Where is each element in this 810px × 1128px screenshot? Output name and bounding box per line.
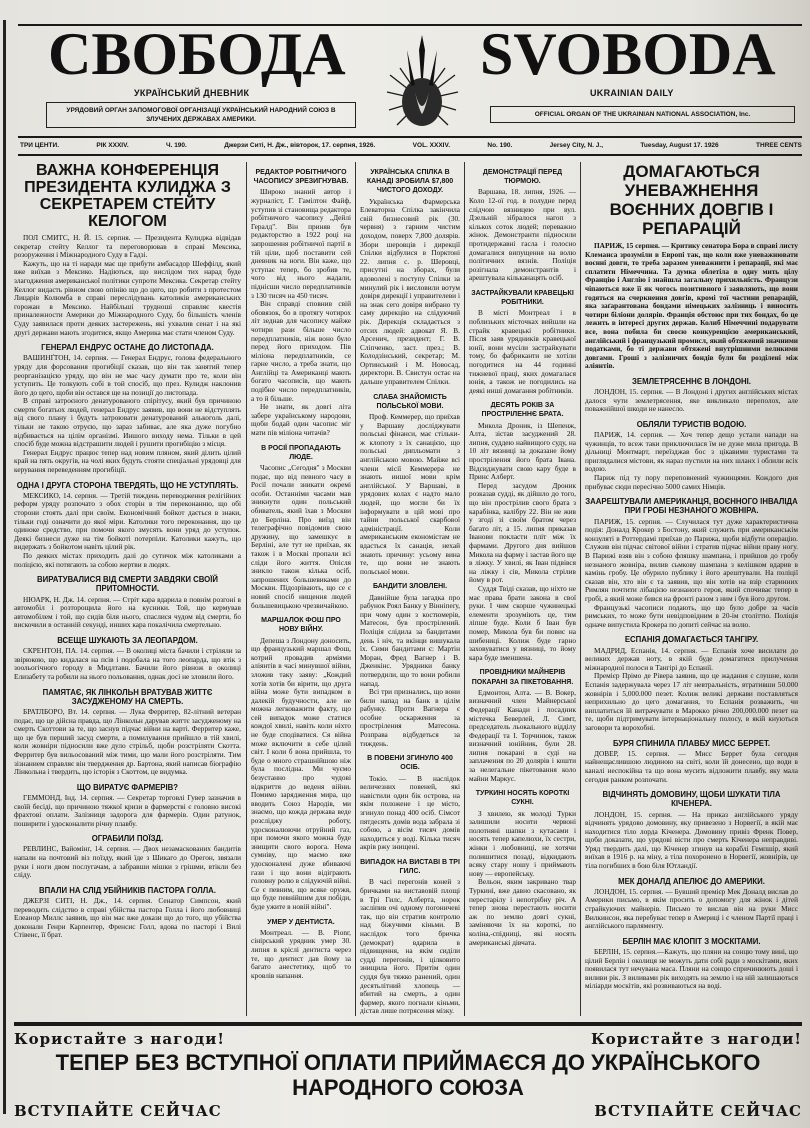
article-paragraph: ПАРИЖ, 15. серпня. — Случилася тут дуже характеристична подія: Доналд Крокер з Бостону, який служить при американськім конзуляті в Роттердамі приїхав до Парижа, щоби відбути операцію. Служив він підчас світової війни і стратив підчас війни праву ногу. В Парижі взяв він з собою фляшку шампана, і прийшов до гробу незнаного жовніра, вилив сьмкову шампана з келішком вдарив в камінь гробу. Це обурило публику і його арештували. На поліції сказав він, хто він є та заявив, що він хотів на взір старинних Римлян почтити лібацією незнаного героя, який спочиває тепер в гробі, а який може бився на фронті разом з ним і був його другом.: [585, 516, 798, 603]
article: [585, 377, 798, 414]
masthead-subtitle-en: UKRAINIAN DAILY: [590, 88, 674, 98]
article-paragraph: МЕКСИКО, 14. серпня. — Третій тиждень переводження релігійних реформ уряду розпочато з обох сторін в тім переконанню, що обі сторони стоять далі при своїм. Економічний бойкот дається в знаки, тільки годі означити до якої міри. Католики того переконання, що це одиноке средство, при помочи якого змусять вони уряд до уступок. Деякі бизнеси дуже на тім бойкоті потерпіли. Католики кажуть, що видержать з бойкотом навіть цілий рік.: [14, 490, 241, 552]
article: [469, 401, 576, 662]
banner-headline-text: ТЕПЕР БЕЗ ВСТУПНОЇ ОПЛАТИ ПРИЙМАЄСЯ ДО УКРАЇНСЬКОГО НАРОДНОГО СОЮЗА: [55, 1049, 761, 1100]
article-paragraph: Варшава, 18. липня, 1926. — Коло 12-ої год. в полудне перед слідчою вязницею при вул. Дзельній зібралося нагоп з кількох соток людей; переважно жінок. Демонстранти підносили протидержавні гасла і голосно домагалися випущення на волю політичних вязнів. Поліція розігнала демонстрантів і арештувала кільканацять осіб.: [469, 187, 576, 283]
article-paragraph: В місті Монтреал і в поблизьких місточках вийшли на страйк кравецькі робітники. Після заяв урядників кравецької юнії, вони мусіли застрайкувати тому, бо фабриканти не хотіли погодитися на 44 годинні тижневої праці, яких домагалася юнія, а також не погодились на деякі инші домагання робітників.: [469, 308, 576, 395]
article: [585, 497, 798, 629]
article-paragraph: ЛОНДОН, 15. серпня. — Бувший премієр Мек Доналд вислав до Америки письмо, в якім просить о допомогу для жінок і дітей страйкуючих майнерів. Письмо те вислав він на руки Мисс Вилкинсон, яка перебуває тепер в Америці і є членом Партії праці і англійського парляменту.: [585, 886, 798, 931]
article-headline: СЛАБА ЗНАЙОМІСТЬ ПОЛЬСЬКОЇ МОВИ.: [373, 393, 447, 410]
article-paragraph: Вельон, яким закривано твар Туркині, вже давно скасовано, як перестарілу і непотрібну річ. А тепер знова перестають носити аж по землю довгі сукні, заміняючи їх на короткі, по коліна,-спідниці, які носять американські дівчата.: [469, 877, 576, 947]
banner-call-left: ВСТУПАЙТЕ СЕЙЧАС: [14, 1101, 222, 1120]
article-paragraph: Він справді сповнив свій обовязок, бо в протягу чотирох літ зеднав для часопису майже чотири рази більше число передплатників, ніж воно було перед його приходом. Пів міліона передплатників, се гарне число, а треба знати, що Англійці та Американці мають богато часописів, що мають подібне число передплатників, а то й більше.: [251, 299, 351, 403]
article-headline: УМЕР У ДЕНТИСТА.: [267, 918, 335, 926]
article: [585, 790, 798, 871]
article-headline: ОБЛЯЛИ ТУРИСТІВ ВОДОЮ.: [636, 419, 747, 429]
article-paragraph: Всі три признались, що вони били напад на банк в цілім рабунку. Проти Вагнера є особне оскарження за простріления Матесона. Розправа відбудеться за тиждень.: [360, 687, 460, 748]
article-paragraph: НЮАРК, Н. Дж. 14. серпня. — Стріт кара вдарила в повнім розгоні в автомобіл і розторощила його на кусники. Той, що кермував автомобілем і той, що сидів біля нього, спаслися чудом від смерти, бо вискочили в останній секунді, инших кара покалічила смертельно.: [14, 594, 241, 630]
article: [469, 289, 576, 395]
article-headline: ДЕСЯТЬ РОКІВ ЗА ПРОСТРІЛЕННЄ БРАТА.: [481, 402, 564, 419]
article: [585, 877, 798, 931]
article-headline: МАРШАЛОК ФОШ ПРО НОВУ ВІЙНУ.: [261, 617, 341, 634]
column-3: [355, 162, 464, 1016]
article-headline: ВИРАТУВАЛИСЯ ВІД СМЕРТИ ЗАВДЯКИ СВОЇЙ ПРИТОМНОСТИ.: [36, 575, 219, 594]
article-headline: УКРАЇНСЬКА СПІЛКА В КАНАДІ ЗРОБИЛА $7,800 ЧИСТОГО ДОХОДУ.: [366, 169, 454, 195]
article: [14, 688, 241, 777]
article-headline: ЕСПАНІЯ ДОМАГАЄТЬСЯ ТАНГІРУ.: [624, 635, 759, 645]
article-paragraph: ПОЛ СМИТС, Н. Й. 15. серпня. — Президента Кулиджа відвідав секретар стейту Келлог та переговорював в справі Мексика, розоруження і Міжнародного Суду в Гадзі.: [14, 233, 241, 260]
masthead: [0, 0, 810, 158]
article-headline: ВІДЧИНЯТЬ ДОМОВИНУ, ЩОБИ ШУКАТИ ТІЛА КІЧЕНЕРА.: [602, 790, 781, 809]
article: [360, 582, 460, 748]
article: [585, 739, 798, 785]
article-paragraph: Кажуть, що на ті наради має ще прибути амбасадор Шеффілд, який вже виїхав з Мексико. Надіються, що вислідом тих нарад буде злагодження американської політики супроти Мексика. Секретар стейту Келлог видасть рівном свою опінію що до цего, що робити з протестом Лицарів Колюмба в справі переслідувань католиків американських горожан в Мексико. Найбільші трудноші справляє квестія приналежности Америки до Міжнародного Суду, бо більшість членів Суду заявилася проти деяких застережень, які ухвалив сенат і на які другі держави мають згодитися, якщо Америка має стати членом Суду.: [14, 258, 241, 337]
banner-slogan-left: Користайте з нагоди!: [14, 1029, 225, 1048]
article-paragraph: ДОВЕР, 15. серпня. — Мисс Беррет була сегодня найнещаслившою людиною на світі, коли їй донесено, що води в каналі неспокійна та що вона мусить відложити плавбу, яку мала сегодня ранком розпочати.: [585, 748, 798, 784]
price-en: THREE CENTS: [756, 142, 802, 149]
banner-call-right: ВСТУПАЙТЕ СЕЙЧАС: [594, 1101, 802, 1120]
article: [14, 343, 241, 475]
right-lead-headline: ДОМАГАЮТЬСЯ УНЕВАЖНЕННЯ ВОЄННИХ ДОВГІВ І РЕПАРАЦІЙ: [609, 162, 774, 238]
article-paragraph: Едмонтон, Алта. — В. Вокер, визначний член Майнерської Федерації Канади і посадник містечка Беверлей, Л. Симт, председатель льокального відділу Федерації та І. Торчинюк, також визначний юнійник, були 28. липня покарані в суді на заплачення по 20 долярів і кошти за нелегальне пікетовання коло майни Маркус.: [469, 687, 576, 783]
page-edge: [3, 20, 6, 1114]
article: [360, 754, 460, 852]
article-paragraph: ПАРИЖ, 14. серпня. — Хоч тепер дещо устали напади на чужинців, то всеж таки приключилася їм не дуже мила пригода. В дільниці Монтмарт, переїзджав бос з цікавими туристами та приглядалися містови, як нараз пустили на них шланх і облили всіх водою.: [585, 430, 798, 474]
article: [14, 234, 241, 337]
article-paragraph: ГЕММОНД, Інд. 14. серпня. — Секретар торговлі Гувер зазначив в своїй бесіді, що причиною тяжкої кризи в фармерстві є головно високі фрахтові оплати. Залізниця задорога для фармерів. Один ратунок, поширити і удосконалити річну плавбу.: [14, 792, 241, 828]
article-headline: ВПАЛИ НА СЛІД УБІЙНИКІВ ПАСТОРА ГОЛЛА.: [39, 885, 216, 895]
article: [360, 858, 460, 1016]
article-paragraph: Французькі часописи подають, що що було добре за часів римських, то може бути невідповідним в 20-ім століттю. Поліція одначе випустила Крокера по допиті сейчас на волю.: [585, 602, 798, 629]
article: [469, 668, 576, 783]
article-paragraph: ДЖЕРЗІ СИТІ, Н. Дж., 14. серпня. Сенатор Симпсон, який переводить слідство в справі убійства пастора Голла і його любовниці Елеанор Миллс заявив, що він має вже докази що до того, що убійства доконали Генри Карпентер, Френсис Голл, вдова по пасторі і Вилі Стівенс, її брат.: [14, 896, 241, 940]
article-headline: ПРОВІДНИКИ МАЙНЕРІВ ПОКАРАНІ ЗА ПІКЕТОВАННЯ.: [471, 669, 574, 686]
article-headline: ДЕМОНСТРАЦІЇ ПЕРЕД ТЮРМОЮ.: [482, 169, 563, 186]
article: [14, 834, 241, 880]
article-headline: РЕДАКТОР РОБІТНИЧОГО ЧАСОПИСУ ЗРЕЗИГНУВАВ.: [253, 169, 349, 186]
article: [14, 575, 241, 630]
article-paragraph: МАДРИД, Еспанія, 14. серпня. — Еспанія хоче висилати до великих держав ноту, в якій буде домагатися прилучення міжнародної полоси в Тангірі до Еспанії.: [585, 645, 798, 672]
article-paragraph: ЛОНДОН, 15. серпня. — В Лондоні і других англійських містах далося чути землетрясення, яке викликало переполох, але поважнійшої шкоди не нанесло.: [585, 387, 798, 414]
article-paragraph: Суддя Твіді сказав, що ніхто не має права брати закона в свої руки. І чим скорше чужинецькі елементи зрозуміють це, тим ліпше буде. Коли б Іван був помер, Микола був би повис на шибениці. Колиж буде гарно заховуватися у вязниці, то йому кара буде зменшена.: [469, 583, 576, 662]
article-headline: БАНДИТИ ЗЛОВЛЕНІ.: [372, 583, 448, 591]
article: [360, 393, 460, 577]
date-ua: Джерзи Ситі, Н. Дж., вівторок, 17. серпня, 1926.: [224, 142, 376, 149]
article-paragraph: Широко знаний автор і журналіст, Г. Гамілтон Файф, уступив зі становища редактора робітничого часопису „Дейлі Гералд". Він приняв був редакторство в 1922 році на запрошення робітничої партії в тій ціли, щоб поставити сей дневник на ноги. Він каже, що уступає тепер, бо зробив те, чого від нього жадали, піднісши число передплатників з 130 тисяч на 450 тисяч.: [251, 187, 351, 300]
article-paragraph: Монтреал. — В. Рionг, сінірський урядник умер 30. липня в кріслі дентиста через те, що дентист дав йому за багато анестетику, щоб то кровлів напання.: [251, 927, 351, 980]
article: [469, 789, 576, 947]
organ-box-en: OFFICIAL ORGAN OF THE UKRAINIAN NATIONAL ASSOCIATION, Inc.: [490, 106, 795, 123]
dateline: [20, 140, 802, 152]
article-headline: ПАМЯТАЄ, ЯК ЛІНКОЛЬН ВРАТУВАВ ЖИТТЄ ЗАСУДЖЕНОМУ НА СМЕРТЬ.: [42, 687, 213, 706]
article-paragraph: Микола Дроник, із Шепенж, Алта, зістав засуджений 28. липня, суддею найвищого суду, на 10 літ вязниці за доказане йому прострілення його брата Івана. Відсиджувати свою кару буде в Принс Алберт.: [469, 420, 576, 482]
article: [14, 636, 241, 682]
article-paragraph: Генерал Ендрус працює тепер над новим пляном, який ділить цілий край на пять округів, на чолі яких будуть стояти спеціальні урядовці для керування переведенням прогибіції.: [14, 447, 241, 475]
article-headline: МЕК ДОНАЛД АПЕЛЮЄ ДО АМЕРИКИ.: [618, 876, 765, 886]
article-headline: БЕРЛІН МАЄ КЛОПІТ З МОСКІТАМИ.: [622, 936, 761, 946]
article-headline: ЩО ВИРАТУЄ ФАРМЕРІВ?: [76, 782, 179, 792]
article-headline: ОДНА І ДРУГА СТОРОНА ТВЕРДЯТЬ, ЩО НЕ УСТУПЛЯТЬ.: [16, 480, 239, 490]
banner: [14, 1022, 802, 1120]
article-paragraph: РЕВЛИНС, Вайомінґ, 14. серпня. — Двох незамаскованих бандитів напали на почтовий віз поїзду, який їде з Шикаго до Орегон, звязали руки і ноги двом послугачам, а забравши мішки з грішми, втікли без сліду.: [14, 844, 241, 880]
article: [251, 616, 351, 911]
article: [469, 168, 576, 283]
article-headline: В ПОВЕНИ ЗГИНУЛО 400 ОСІБ.: [367, 755, 453, 772]
column-right: [580, 162, 802, 1016]
article-paragraph: По деяких містах приходить далі до сутичок між католиками а поліцією, які потягають за собою жертви в людях.: [14, 551, 241, 569]
dateline-bottom-rule: [18, 154, 802, 156]
article-headline: ТУРКИНІ НОСЯТЬ КОРОТКІ СУКНІ.: [475, 790, 570, 807]
article-paragraph: Париж під ту пору переповнений чужинцями. Кождого дня прибуває сюди пересічно 5000 самих Німців.: [585, 473, 798, 491]
article: [251, 444, 351, 611]
article-headline: ЗААРЕШТУВАЛИ АМЕРИКАНЦЯ, ВОЄННОГО ІНВАЛІДА ПРИ ГРОБІ НЕЗНАНОГО ЖОВНІРА.: [585, 497, 798, 516]
article-paragraph: ВАШИНҐТОН, 14. серпня. — Генерал Ендрус, голова федерального уряду для форсовання прогибіції сказав, що він так занятий тепер реорганізацією уряду, що він не має часу думати про те, коли він уступить. Це толкують собі в той спосіб, що през. Кулидж наклонив його до цего, щоби він остався ще на позиції до листопада.: [14, 353, 241, 397]
article-paragraph: Давнійше була загадка про рабунок Роял Банку у Вінніпеґу, при чому один з костюмерів, Матесон, був прострілений. Поліція слідила за бандитами день і ніч, та вкінци вишукала їх. Сими бандитами є: Мартін Моран, Фред Вагнер і В. Дженкінс. Урядники банку потвердили, що то вони робили напад.: [360, 592, 461, 688]
article-headline: ЗЕМЛЕТРЯСЕННЄ В ЛОНДОНІ.: [632, 376, 751, 386]
article-paragraph: ЛОНДОН, 15. серпня. — На приказ англійського уряду відчинять урядово домовину, яку привезено з Норвегії, в якій має находитися тіло лорда Кіченера. Домовину привіз Френк Повер, щоби доказати, що урядові вісти про смерть Кіченера неправдиві. Уряд твердить далі, що Кіченер згинув на кораблі Гемпшір, який виїхав в 1916 р. на міну, а тіла похоронено в Норвегії, жовнірів, це тіла погибших в бою біля Ютландії.: [585, 809, 798, 871]
article-paragraph: Депеша з Лондону доносить, що французький маршал Фош, котрий провадив арміями аліянтів в часі минувшої війни, зложив таку заяву: „Кождий хотів хотів би вірити, що друга війна може бути випадком в далекій будучности, але не можна легковажити факту, що сей випадок може статися кождої хвилі, навіть коли ніхто не буде сподіватися. Ся війна може включити в себе цілий світ. І коли б вона прийшла, то буде о много страшнійшою ніж була послідна. Ми чуємо безустанно про чудові відкриття до веденя війни. Помимо зарядження мира, що вводить Союз Народів, ми знаємо, що кожда держава веде розсліджу роботу, удосконалюючи отруйний газ, при помочи якого можна буде знищити свого ворога. Нема сумніву, що маємо вже удосконалені дуже вбиваючі гази і що вони відіграють головну ролю в слідуючій війні. Се є певним, що всяке оружя, що буде певнійшим для побіди, буде ужите в новій війні".: [251, 635, 351, 911]
article-paragraph: СКРЕНТОН, ПА. 14. серпня. — В околиці міста бачили і стріляли за звірюкою, що кидалася на псів і подобала на того леопарда, що втік з зоольогічного городу в Мидлтавн. Бачили його рівнож в околиці Елизабету та робили на нього польовання, однак досі не зловили його.: [14, 646, 241, 681]
article-headline: В РОСІЇ ПРОПАДАЮТЬ ЛЮДЕ.: [261, 444, 341, 461]
column-articles: [251, 168, 351, 980]
volume-en: VOL. XXXIV.: [412, 142, 451, 149]
news-columns: [14, 162, 802, 1016]
article-paragraph: Не знати, як довгі літа забере українському народови, щоби бодай один часопис міг мати пів міліона читачів?: [251, 402, 351, 438]
lead-headline: ВАЖНА КОНФЕРЕНЦІЯ ПРЕЗИДЕНТА КУЛИДЖА З СЕКРЕТАРЕМ СТЕЙТУ КЕЛОГОМ: [24, 162, 231, 230]
column-articles: [14, 234, 241, 940]
price-ua: ТРИ ЦЕНТИ.: [20, 142, 60, 149]
number-ua: Ч. 190.: [166, 142, 187, 149]
article-headline: ВИПАДОК НА ВИСТАВІ В ТРІ ГИЛС.: [360, 859, 460, 876]
article-paragraph: Премієр Прімо де Рівера заявив, що це жадання є слушне, коли Еспанія задержувала через 17 літ невтральність, втративши 50.000 жовнірів і 5,000.000 пезет. Колиж великі держави поставляться неприхильно до цего домагання, то Еспанія розважить, чи виплатиться їй витрачувати в Мароккo річно 200,000.000 пезет на те, щоби підтримувати інтернаціональну полосу, в якій кнуються заговори та ворохобні.: [585, 671, 798, 732]
article-paragraph: Перед засудом Дроник розказав судді, як дійшло до того, що він прострілив свого брата з карабінка, калібру 22. Він не жив у згоді зі своїм братом через багато літ, а 15. липня приказав Іванови покласти пліт між їх фармами. Другого дня вийшов Микола на фарму і застав його ще в ліжку. У хвилі, як Іван підвівся на ліжку і сів, Микола стрілив йому в рот.: [469, 480, 576, 585]
column-2: [246, 162, 355, 1016]
article-paragraph: БЕРЛІН, 15. серпня.—Кажуть, що пляни на сонцю тому вині, що цілий Берлін і околиця не можуть дати собі ради з москітами, яких появилася тут нечувана маса. Пляни на сонцю спричинюють доші і виливи рік. З виливами рік виходять на землю і на ній залишаються міліарди москітів, які розвиваються на воді.: [585, 947, 798, 991]
article-paragraph: ПАРИЖ, 15 серпня. — Критику сенатора Бора в справі листу Клеманса зрозуміли в Европі так, що коли вже уневажнювати воєнні довги, то треба заразом уневажнити і репарації, які має сплатити Німеччина. Та думка облетіла в одну мить цілу Францію і Англію і знайшла загальну прихильність. Французи чіпаються вже її як чогось позитивного і заявляють, що вони годяться на счеркнення довгів, кромі тої частини репарацій, яка заґарантована бондами німецьких залізниць і виносить чотири біліони долярів. Франція обстоює при тих бондах, бо це лежить в інтересі других держав. Колиб Німеччині подарувати все, вона побила би своєю конкуренцією американський, англійський і французький промисл, який обтяжений значними податками, бо ті держави обтяжені внутрішними великими довгами. Гроші з залізничих бондів були би розділені між аліянтів.: [585, 241, 799, 371]
article-headline: ГЕНЕРАЛ ЕНДРУС ОСТАНЕ ДО ЛИСТОПАДА.: [41, 343, 214, 353]
number-en: No. 190.: [487, 142, 513, 149]
article-paragraph: БРАТЛБОРО, Вт. 14. серпня. — Лука Ферритер, 82-літний ветеран подає, що це дійсна правда, що Лінкольн дарував життє засудженому на смерть Скоттови за те, що заснув підчас війни на варті. Ферритер каже, що це був перший засуд смерти, а помилування прийшло в тій хвилі, коли жовніри підносили вже дуло стрільб, щоби розстріляти Скотта. Ферритер був вильосований між тими, що мали його розстріляти. Тим зізнанием справляє він твердження др. Бартона, який написав біографію Лінкольна і твердить, що історія з Скоттом, це видумка.: [14, 706, 241, 777]
article: [360, 168, 460, 387]
column-1: [14, 162, 246, 1016]
column-articles: [585, 242, 798, 991]
article: [251, 168, 351, 438]
article: [585, 420, 798, 491]
article-headline: ОГРАБИЛИ ПОЇЗД.: [91, 834, 164, 844]
banner-slogan-right: Користайте з нагоди!: [591, 1029, 802, 1048]
article-paragraph: Часопис „Сегодня" з Москви подає, що від певного часу в Росії почали зникати окремі особи. Останніми часами мав зникнути один польський обиватель, який їхав з Москви до Берліна. Про виїзд він телеграфічно повідомив свою дружину, що замешкує в Берліні, але тут не приїхав, як також і в Москві пропали всі сліди його життя. Опісля зникло також кілька осіб, запрошених большевиками до Москви. Підозрівають, що се є новий спосіб нищення людей большевицькою чрезвичайкою.: [251, 463, 351, 610]
article: [585, 635, 798, 732]
banner-call-row: [14, 1102, 802, 1120]
article-paragraph: В справі затроєного денатурованого спірітусу, який був причиною смерти богатьох людей, генерал Ендрус заявив, що вони не відступлять від свого плану і будуть затроювати денатурований алькоголь далі, тільки не такою отруєю, що зараз забиває, але яка дуже погубно відбивається на цілім організмі. Иншого виходу нема. Тільки в цей спосіб буде можна відстрашити людей і рушити прогибіцію з місця.: [14, 396, 241, 449]
article-paragraph: Українська Фармерська Елеваторна Спілка закінчила свій бизнесовий рік (30. червня) з гарним чистим доходом, поверх 7,800 долярів. Збори шеровців і дирекції Спілки відбулися в Порктоні 22. липня с. р. Шеровці, присутні на зборах, були вдоволені з поступу Спілки за минулий рік і висловили вотум довіря дирекції і управителеви і на знак сего довіря вибрано ту саму дирекцію на слідуючий рік. Дирекція складається з отсих людей: адвокат Я. В. Арсенич, президент; Г. В. Сліпченко, заст. през.; В. Колодзінський, секретар; М. Ортинський і М. Новосад, директори. В. Свистун остає на дальше управителем Спілки.: [360, 196, 460, 387]
article: [585, 242, 798, 371]
column-articles: [360, 168, 460, 1016]
place-en: Jersey City, N. J.,: [549, 142, 604, 149]
column-articles: [469, 168, 576, 947]
article: [251, 918, 351, 981]
masthead-subtitle-ua: УКРАЇНСЬКИЙ ДНЕВНИК: [134, 88, 250, 98]
dateline-top-rule: [18, 136, 802, 138]
article-headline: ВСЕЩЕ ШУКАЮТЬ ЗА ЛЕОПАРДОМ.: [57, 635, 198, 645]
date-en: Tuesday, August 17. 1926: [640, 142, 719, 149]
masthead-title-ua: СВОБОДА: [48, 21, 346, 87]
year-ua: РІК XXXIV.: [96, 142, 129, 149]
article: [585, 937, 798, 991]
article-paragraph: Проф. Кеммерер, що приїхав у Варшаву досліджувати польські фінанси, має стільки-ж клопоту з їх санацією, що польські дипльомати з англійською мовою. Майже всі члени місії Кеммерера не знають иншої мови крім англійської. У Варшаві, в урядових колах є надто мало людей, що могли би їх інформувати в цій мові про тайни польської скарбової адміністрації. Коли американським економістам не вдасться їх санація, нехай знають причину: усьому вина те, що вони не знають польської мови.: [360, 412, 460, 576]
column-4: [464, 162, 580, 1016]
article-headline: ЗАСТРАЙКУВАЛИ КРАВЕЦЬКІ РОБІТНИКИ.: [471, 289, 574, 307]
organ-box-ua: УРЯДОВИЙ ОРГАН ЗАПОМОГОВОЇ ОРГАНІЗАЦІЇ УКРАЇНСЬКИЙ НАРОДНИЙ СОЮЗ В ЗЛУЧЕНИХ ДЕРЖАВАХ АМЕРИКИ.: [46, 102, 356, 128]
banner-slogan-row: [14, 1030, 802, 1048]
article: [14, 783, 241, 829]
article-paragraph: В часі перегонів коней з бричками на виставовій площі в Трі Гилс, Алберта, норок засліпив очі одному погоничеві так, що він стратив контролю над біжучими кіньми. В наслідок того бричка (демократ) вдарила в підвищення, на якім сиділи судді перегонів, і цілковито знищила його. Притім один суддя був тяжко ранений, один десятьлітний хлопець — вбитий на смерть, а один фармер, якого погнали кіньми, дістав лише потрясення мізку.: [360, 877, 460, 1016]
article-paragraph: Токіо. — В наслідок величезних повеней, які навістили один бік острова, на якім положене і це місто, згинуло понад 400 осіб. Сімсот пятдесять домів вода забрала зі собою, а вісім тисяч домів находиться у воді. Кілька тисяч акрів ржу знищені.: [360, 773, 460, 852]
article-paragraph: З хвилею, як молоді Турки залишили носити червоні полотняні шапки з кутасами і носять тепер капелюхи, їх сестри, жінки і любовниці, не хотячи полишитися позаді, відкидають всяку стару ношу і приймають нову — европейську.: [469, 808, 576, 878]
article: [14, 481, 241, 570]
article-headline: БУРЯ СПИНИЛА ПЛАВБУ МИСС БЕРРЕТ.: [612, 738, 771, 748]
article: [14, 886, 241, 940]
trident-sunburst-emblem-icon: [385, 30, 460, 130]
masthead-title-en: SVOBODA: [480, 21, 776, 87]
